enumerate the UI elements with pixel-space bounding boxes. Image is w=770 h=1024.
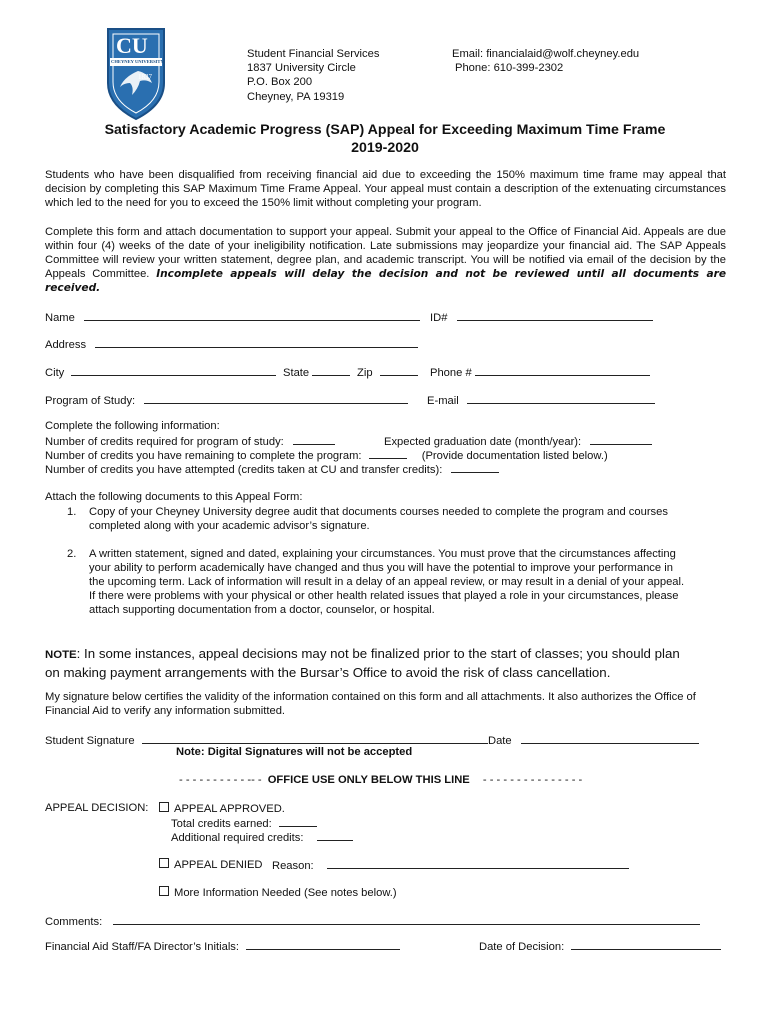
address-line: 1837 University Circle (247, 62, 356, 75)
form-title (0, 121, 770, 157)
list-item (45, 505, 685, 533)
signature-date-row (488, 733, 699, 747)
student-signature-label: Student Signature (45, 735, 135, 747)
note-label: NOTE (45, 649, 77, 661)
divider-dashes-right: - - - - - - - - - - - - - - - (482, 774, 583, 786)
credits-attempted-row (45, 462, 499, 476)
comments-field[interactable] (113, 914, 700, 925)
list-item-text: Copy of your Cheyney University degree audit that documents courses needed to complete the program and courses completed along with your academic advisor’s signature. (89, 506, 668, 532)
address-line: Cheyney, PA 19319 (247, 90, 345, 103)
initials-label: Financial Aid Staff/FA Director’s Initials: (45, 941, 240, 953)
state-field[interactable] (312, 365, 350, 376)
intro-paragraph-2-text: Complete this form and attach documentation to support your appeal. Submit your appeal to the Office of Financial Aid. Appeals are due within four (4) weeks of the date of your ineligibility notification. Late submissions may jeopardize your financial aid. The SAP Appeals Committee will review your written statement, degree plan, and academic transcript. You will be notified via email of the decision by the Appeals Committee. (45, 226, 726, 280)
graduation-field[interactable] (590, 434, 652, 445)
program-label: Program of Study: (45, 395, 136, 407)
denied-label: APPEAL DENIED (174, 859, 263, 871)
incomplete-warning: Incomplete appeals will delay the decision and not be reviewed until all documents are received. (45, 268, 726, 294)
program-row (45, 393, 408, 407)
comments-label: Comments: (45, 916, 103, 928)
graduation-row (384, 434, 652, 448)
approved-checkbox[interactable] (159, 802, 169, 812)
address-label: Address (45, 339, 87, 351)
contact-email: Email: financialaid@wolf.cheyney.edu (452, 48, 640, 60)
id-label: ID# (430, 312, 448, 324)
decision-date-label: Date of Decision: (479, 941, 565, 953)
title-line-1: Satisfactory Academic Progress (SAP) Appeal for Exceeding Maximum Time Frame (104, 122, 666, 138)
office-use-label: OFFICE USE ONLY BELOW THIS LINE (267, 774, 470, 786)
list-item-number: 2. (67, 548, 77, 560)
appeal-decision-label: APPEAL DECISION: (45, 802, 149, 814)
contact-phone: Phone: 610-399-2302 (455, 62, 564, 75)
credits-attempted-label: Number of credits you have attempted (credits taken at CU and transfer credits): (45, 464, 443, 476)
credits-remaining-label: Number of credits you have remaining to complete the program: (45, 450, 362, 462)
attach-heading: Attach the following documents to this Appeal Form: (45, 491, 303, 503)
certification-text: My signature below certifies the validity of the information contained on this form and all attachments. It also authorizes the Office of Financial Aid to verify any information submitted. (45, 691, 696, 717)
address-row (45, 337, 418, 351)
zip-field[interactable] (380, 365, 418, 376)
address-field[interactable] (95, 337, 418, 348)
credits-required-row (45, 434, 335, 448)
total-credits-row (171, 816, 317, 830)
title-year: 2019-2020 (351, 140, 419, 156)
info-heading: Complete the following information: (45, 420, 220, 432)
signature-row (45, 733, 488, 747)
intro-paragraph-2 (45, 225, 726, 295)
additional-credits-field[interactable] (317, 830, 353, 841)
id-field[interactable] (457, 310, 653, 321)
logo-year: 1837 (138, 73, 152, 81)
list-item-number: 1. (67, 506, 77, 518)
name-field[interactable] (84, 310, 420, 321)
email-row (427, 393, 655, 407)
address-line: Student Financial Services (247, 48, 380, 60)
more-info-row (159, 886, 397, 899)
signature-date-field[interactable] (521, 733, 699, 744)
divider-dashes-left: - - - - - - - - - - -- - (179, 774, 262, 786)
list-item (45, 547, 685, 617)
address-line: P.O. Box 200 (247, 76, 313, 89)
id-row (430, 310, 653, 324)
student-signature-field[interactable] (142, 733, 488, 744)
more-info-label: More Information Needed (See notes below.) (174, 887, 397, 899)
credits-remaining-field[interactable] (369, 448, 407, 459)
state-label: State (283, 367, 310, 379)
city-row (45, 365, 276, 379)
total-credits-field[interactable] (279, 816, 317, 827)
note-text: : In some instances, appeal decisions may not be finalized prior to the start of classes; you should plan on making payment arrangements with the Bursar’s Office to avoid the risk of class cancellation. (45, 646, 680, 680)
name-label: Name (45, 312, 75, 324)
office-use-divider (179, 774, 582, 786)
total-credits-label: Total credits earned: (171, 818, 272, 830)
denied-checkbox[interactable] (159, 858, 169, 868)
reason-row (272, 858, 629, 872)
additional-credits-label: Additional required credits: (171, 832, 304, 844)
city-label: City (45, 367, 65, 379)
intro-paragraph-1: Students who have been disqualified from receiving financial aid due to exceeding the 150% maximum time frame may appeal that decision by completing this SAP Maximum Time Frame Appeal. Your appeal must contain a description of the extenuating circumstances which led to the need for you to exceed the 150% limit without completing your program. (45, 169, 726, 209)
approved-row (159, 802, 285, 815)
decision-date-field[interactable] (571, 939, 721, 950)
credits-remaining-row (45, 448, 608, 462)
office-contact (452, 47, 639, 75)
initials-row (45, 939, 400, 953)
doc-note: (Provide documentation listed below.) (421, 450, 608, 462)
additional-credits-row (171, 830, 353, 844)
email-field[interactable] (467, 393, 655, 404)
denied-row (159, 858, 263, 871)
office-address (247, 47, 379, 104)
logo-letters: CU (116, 33, 148, 58)
signature-date-label: Date (488, 735, 512, 747)
credits-attempted-field[interactable] (451, 462, 499, 473)
zip-label: Zip (357, 367, 373, 379)
reason-field[interactable] (327, 858, 629, 869)
approved-label: APPEAL APPROVED. (174, 803, 285, 815)
more-info-checkbox[interactable] (159, 886, 169, 896)
state-row (283, 365, 350, 379)
initials-field[interactable] (246, 939, 400, 950)
payment-note (45, 645, 685, 681)
phone-field[interactable] (475, 365, 650, 376)
program-field[interactable] (144, 393, 408, 404)
list-item-text: A written statement, signed and dated, explaining your circumstances. You must prove that the circumstances affecting your ability to perform academically have changed and thus you will have the potential to improve your performance in the upcoming term. Lack of information will result in a delay of an appeal review, or may result in a denial of your appeal. If there were problems with your physical or other health related issues that played a role in your circumstances, please attach supporting documentation from a doctor, counselor, or hospital. (89, 548, 685, 616)
phone-row (430, 365, 650, 379)
city-field[interactable] (71, 365, 276, 376)
name-row (45, 310, 420, 324)
email-label: E-mail (427, 395, 459, 407)
credits-required-label: Number of credits required for program of study: (45, 436, 284, 448)
phone-label: Phone # (430, 367, 472, 379)
credits-required-field[interactable] (293, 434, 335, 445)
logo-university-name: CHEYNEY UNIVERSITY (111, 59, 164, 64)
university-logo (104, 25, 168, 121)
reason-label: Reason: (272, 860, 314, 872)
decision-date-row (479, 939, 721, 953)
comments-row (45, 914, 700, 928)
zip-row (357, 365, 418, 379)
digital-signature-note: Note: Digital Signatures will not be accepted (176, 746, 413, 758)
graduation-label: Expected graduation date (month/year): (384, 436, 582, 448)
